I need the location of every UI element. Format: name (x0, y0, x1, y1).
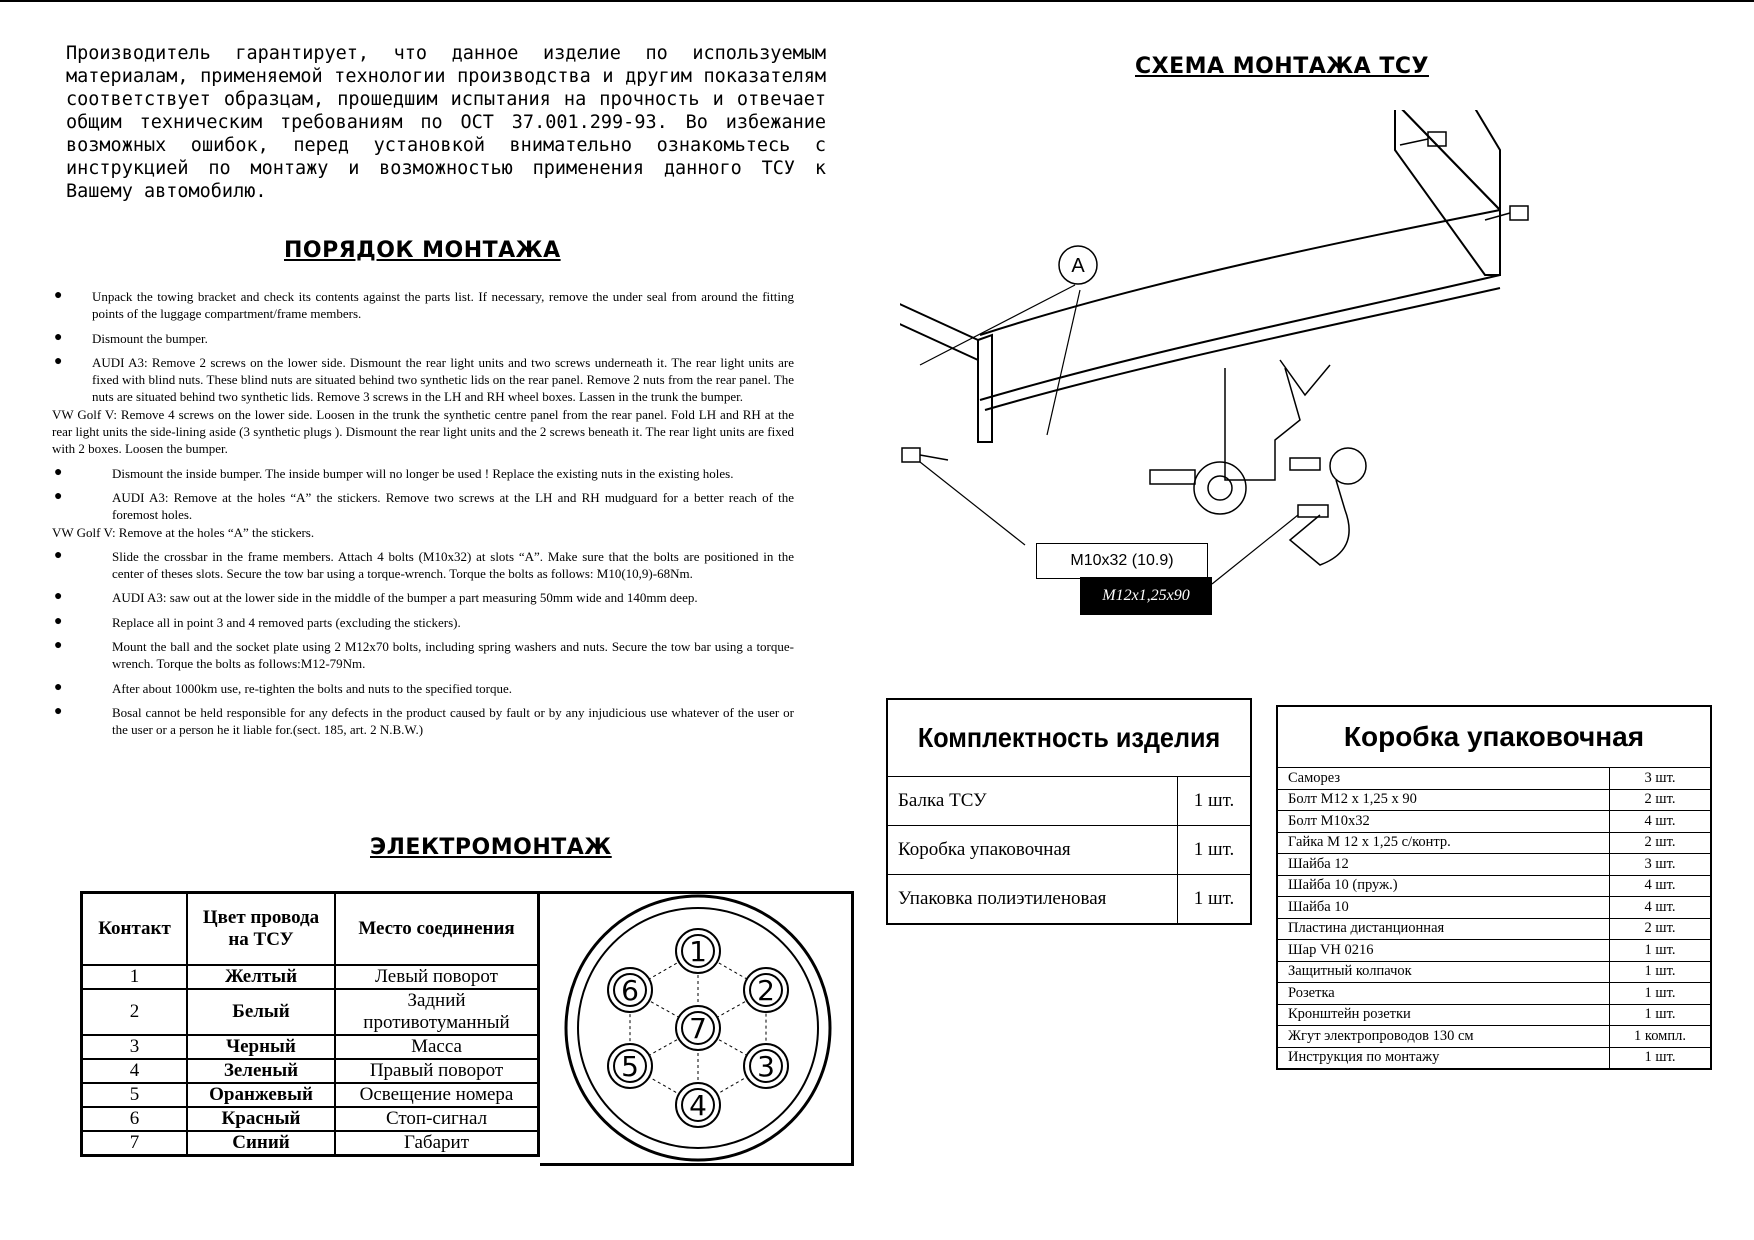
step-text: Slide the crossbar in the frame members. Attach 4 bolts (M10x32) at slots “A”. Make sure that the bolts are positioned in the center of theses slots. Secure the tow bar using a torque-wrench. Torque the bolts as follows: M10(10,9)-68Nm. (112, 548, 794, 582)
bullet-icon: ● (54, 547, 63, 563)
crossbar-drawing (900, 110, 1500, 442)
wiring-cell-pin: 1 (82, 965, 188, 989)
box-table-body (1277, 768, 1711, 1070)
socket-pin (608, 1044, 652, 1088)
socket-pin-number: 4 (689, 1089, 707, 1122)
box-item-qty: 4 шт. (1610, 875, 1712, 897)
step-text: Bosal cannot be held responsible for any defects in the product caused by fault or by any injudicious use whatever of the user or the user or a person he it liable for.(sect. 185, art. 2 N.B.W.) (112, 704, 794, 738)
connector-diagram-frame (540, 891, 854, 1166)
wiring-cell-color: Зеленый (187, 1059, 335, 1083)
installation-step (52, 704, 794, 739)
wiring-cell-pin: 6 (82, 1107, 188, 1131)
wiring-row (82, 1035, 539, 1059)
wiring-table-body (82, 965, 539, 1156)
wiring-cell-place: Масса (335, 1035, 539, 1059)
leader-lines (920, 285, 1298, 584)
box-item-qty: 4 шт. (1610, 897, 1712, 919)
kit-title-row (887, 699, 1251, 777)
step-text: VW Golf V: Remove at the holes “A” the stickers. (52, 524, 315, 540)
box-item-name: Защитный колпачок (1277, 961, 1610, 983)
header-connection-place: Место соединения (335, 893, 539, 966)
wiring-row (82, 1083, 539, 1107)
wiring-cell-pin: 3 (82, 1035, 188, 1059)
socket-pin-number: 1 (689, 935, 707, 968)
box-item-name: Шайба 12 (1277, 854, 1610, 876)
box-row (1277, 854, 1711, 876)
wiring-cell-place: Задний противотуманный (335, 989, 539, 1035)
bullet-icon: ● (54, 638, 63, 654)
step-text: AUDI A3: saw out at the lower side in the middle of the bumper a part measuring 50mm wide and 140mm deep. (112, 590, 698, 606)
box-item-name: Инструкция по монтажу (1277, 1047, 1610, 1069)
bullet-icon: ● (54, 353, 63, 369)
box-row (1277, 983, 1711, 1005)
header-contact: Контакт (82, 893, 188, 966)
wiring-cell-place: Правый поворот (335, 1059, 539, 1083)
socket-pinout-diagram (540, 894, 851, 1163)
bullet-icon: ● (54, 613, 63, 629)
kit-row (887, 777, 1251, 826)
kit-item-qty: 1 шт. (1178, 777, 1252, 826)
top-border-line (0, 0, 1754, 2)
kit-item-name: Упаковка полиэтиленовая (887, 875, 1178, 925)
box-item-qty: 1 шт. (1610, 1047, 1712, 1069)
box-item-qty: 2 шт. (1610, 918, 1712, 940)
socket-pin-number: 6 (621, 974, 639, 1007)
box-title: Коробка упаковочная (1277, 706, 1711, 768)
step-text: VW Golf V: Remove 4 screws on the lower side. Loosen in the trunk the synthetic centre panel from the rear panel. Fold LH and RH at the rear light units the side-lining aside (3 synthetic plugs ). Dismount the rear light units and the 2 screws beneath it. The rear light units are fixed with 2 boxes. Loosen the bumper. (52, 406, 794, 457)
socket-pin-number: 7 (689, 1012, 707, 1045)
box-item-name: Болт М12 х 1,25 х 90 (1277, 789, 1610, 811)
step-text: Replace all in point 3 and 4 removed parts (excluding the stickers). (112, 614, 461, 630)
wiring-table (80, 891, 540, 1157)
wiring-row (82, 989, 539, 1035)
box-item-name: Саморез (1277, 768, 1610, 790)
heading-installation-order: ПОРЯДОК МОНТАЖА (284, 238, 561, 263)
box-row (1277, 897, 1711, 919)
socket-pin (744, 1044, 788, 1088)
box-row (1277, 1004, 1711, 1026)
box-item-qty: 2 шт. (1610, 832, 1712, 854)
packing-box-table (1276, 705, 1712, 1070)
box-row (1277, 961, 1711, 983)
wiring-cell-color: Черный (187, 1035, 335, 1059)
box-item-name: Болт М10х32 (1277, 811, 1610, 833)
warranty-intro-text: Производитель гарантирует, что данное изделие по используемым материалам, применяемой технологии производства и другим показателям соответствует образцам, прошедшим испытания на прочность и отвечает общим техническим требованиям по ОСТ 37.001.299-93. Во избежание возможных ошибок, перед установкой внимательно ознакомьтесь с инструкцией по монтажу и возможностью применения данного ТСУ к Вашему автомобилю. (66, 43, 826, 202)
socket-pin (676, 1006, 720, 1050)
box-item-name: Шайба 10 (1277, 897, 1610, 919)
towbar-mounting-diagram (900, 110, 1740, 620)
installation-step (52, 638, 794, 673)
step-text: AUDI A3: Remove 2 screws on the lower side. Dismount the rear light units and two screws underneath it. The rear light units are fixed with blind nuts. These blind nuts are situated behind two synthetic lids on the rear panel. Remove 2 nuts from the rear panel. The nuts are situated behind two synthetic lids. Remove 3 screws in the LH and RH wheel boxes. Lassen in the trunk the bumper. (92, 354, 794, 405)
box-row (1277, 789, 1711, 811)
step-text: Dismount the bumper. (92, 330, 208, 346)
bullet-icon: ● (54, 679, 63, 695)
socket-pin (676, 929, 720, 973)
step-text: Unpack the towing bracket and check its contents against the parts list. If necessary, remove the under seal from around the fitting points of the luggage compartment/frame members. (92, 289, 794, 322)
bracket-and-ball (1150, 360, 1366, 565)
installation-steps-list (52, 288, 794, 746)
kit-item-name: Коробка упаковочная (887, 826, 1178, 875)
box-item-qty: 3 шт. (1610, 854, 1712, 876)
wiring-cell-color: Красный (187, 1107, 335, 1131)
box-row (1277, 875, 1711, 897)
wiring-cell-pin: 5 (82, 1083, 188, 1107)
installation-step (52, 548, 794, 583)
socket-pin-number: 5 (621, 1050, 639, 1083)
heading-mounting-scheme: СХЕМА МОНТАЖА ТСУ (1135, 54, 1429, 79)
callout-a-label: A (1071, 255, 1085, 277)
box-item-qty: 2 шт. (1610, 789, 1712, 811)
wiring-cell-pin: 4 (82, 1059, 188, 1083)
installation-step (52, 330, 794, 347)
box-item-qty: 1 шт. (1610, 961, 1712, 983)
box-row (1277, 940, 1711, 962)
bolt-label-m12: M12x1,25x90 (1080, 577, 1212, 615)
kit-item-qty: 1 шт. (1178, 875, 1252, 925)
kit-title: Комплектность изделия (905, 699, 1233, 777)
step-text: AUDI A3: Remove at the holes “A” the stickers. Remove two screws at the LH and RH mudguard for a better reach of the foremost holes. (112, 489, 794, 523)
bullet-icon: ● (54, 589, 63, 605)
wiring-cell-place: Освещение номера (335, 1083, 539, 1107)
wiring-row (82, 1107, 539, 1131)
kit-item-qty: 1 шт. (1178, 826, 1252, 875)
box-row (1277, 768, 1711, 790)
box-item-qty: 4 шт. (1610, 811, 1712, 833)
socket-pin (608, 968, 652, 1012)
box-item-name: Жгут электропроводов 130 см (1277, 1026, 1610, 1048)
box-item-name: Пластина дистанционная (1277, 918, 1610, 940)
installation-step (52, 406, 794, 458)
socket-pins (608, 929, 788, 1127)
box-row (1277, 811, 1711, 833)
socket-pin (676, 1083, 720, 1127)
wiring-cell-color: Синий (187, 1131, 335, 1156)
bullet-icon: ● (54, 488, 63, 504)
box-item-qty: 1 шт. (1610, 1004, 1712, 1026)
socket-pin (744, 968, 788, 1012)
wiring-row (82, 1131, 539, 1156)
box-row (1277, 1026, 1711, 1048)
wiring-table-header (82, 893, 539, 966)
kit-table-body (887, 777, 1251, 925)
kit-row (887, 826, 1251, 875)
wiring-cell-color: Белый (187, 989, 335, 1035)
socket-pin-number: 3 (757, 1050, 775, 1083)
wiring-cell-place: Левый поворот (335, 965, 539, 989)
box-item-name: Гайка М 12 х 1,25 с/контр. (1277, 832, 1610, 854)
socket-pin-number: 2 (757, 974, 775, 1007)
box-item-qty: 1 компл. (1610, 1026, 1712, 1048)
step-text: After about 1000km use, re-tighten the bolts and nuts to the specified torque. (112, 680, 513, 696)
wiring-row (82, 965, 539, 989)
kit-row (887, 875, 1251, 925)
step-text: Mount the ball and the socket plate using 2 M12x70 bolts, including spring washers and nuts. Secure the tow bar using a torque-wrench. Torque the bolts as follows:M12-79Nm. (112, 639, 794, 672)
header-wire-color: Цвет провода на ТСУ (187, 893, 335, 966)
kit-contents-table (886, 698, 1252, 925)
installation-step (52, 614, 794, 631)
installation-step (52, 680, 794, 697)
bolt-label-m10: M10x32 (10.9) (1036, 543, 1208, 579)
box-title-row (1277, 706, 1711, 768)
wiring-cell-color: Желтый (187, 965, 335, 989)
bolts-drawing (900, 132, 1528, 517)
box-item-qty: 1 шт. (1610, 940, 1712, 962)
heading-electrical: ЭЛЕКТРОМОНТАЖ (370, 835, 612, 860)
box-row (1277, 832, 1711, 854)
installation-step (52, 589, 794, 606)
box-row (1277, 1047, 1711, 1069)
wiring-cell-pin: 2 (82, 989, 188, 1035)
box-item-name: Кронштейн розетки (1277, 1004, 1610, 1026)
wiring-cell-color: Оранжевый (187, 1083, 335, 1107)
wiring-row (82, 1059, 539, 1083)
installation-step (52, 288, 794, 323)
kit-item-name: Балка ТСУ (887, 777, 1178, 826)
installation-step (52, 354, 794, 406)
box-item-name: Шар VH 0216 (1277, 940, 1610, 962)
wiring-cell-place: Габарит (335, 1131, 539, 1156)
installation-step (52, 489, 794, 524)
installation-step (52, 465, 794, 482)
bullet-icon: ● (54, 464, 63, 480)
bullet-icon: ● (54, 329, 63, 345)
bullet-icon: ● (54, 288, 63, 303)
box-item-name: Шайба 10 (пруж.) (1277, 875, 1610, 897)
step-text: Dismount the inside bumper. The inside bumper will no longer be used ! Replace the existing nuts in the existing holes. (112, 465, 734, 481)
installation-step (52, 524, 794, 541)
box-item-name: Розетка (1277, 983, 1610, 1005)
box-row (1277, 918, 1711, 940)
box-item-qty: 3 шт. (1610, 768, 1712, 790)
wiring-cell-pin: 7 (82, 1131, 188, 1156)
box-item-qty: 1 шт. (1610, 983, 1712, 1005)
bullet-icon: ● (54, 703, 63, 719)
wiring-cell-place: Стоп-сигнал (335, 1107, 539, 1131)
